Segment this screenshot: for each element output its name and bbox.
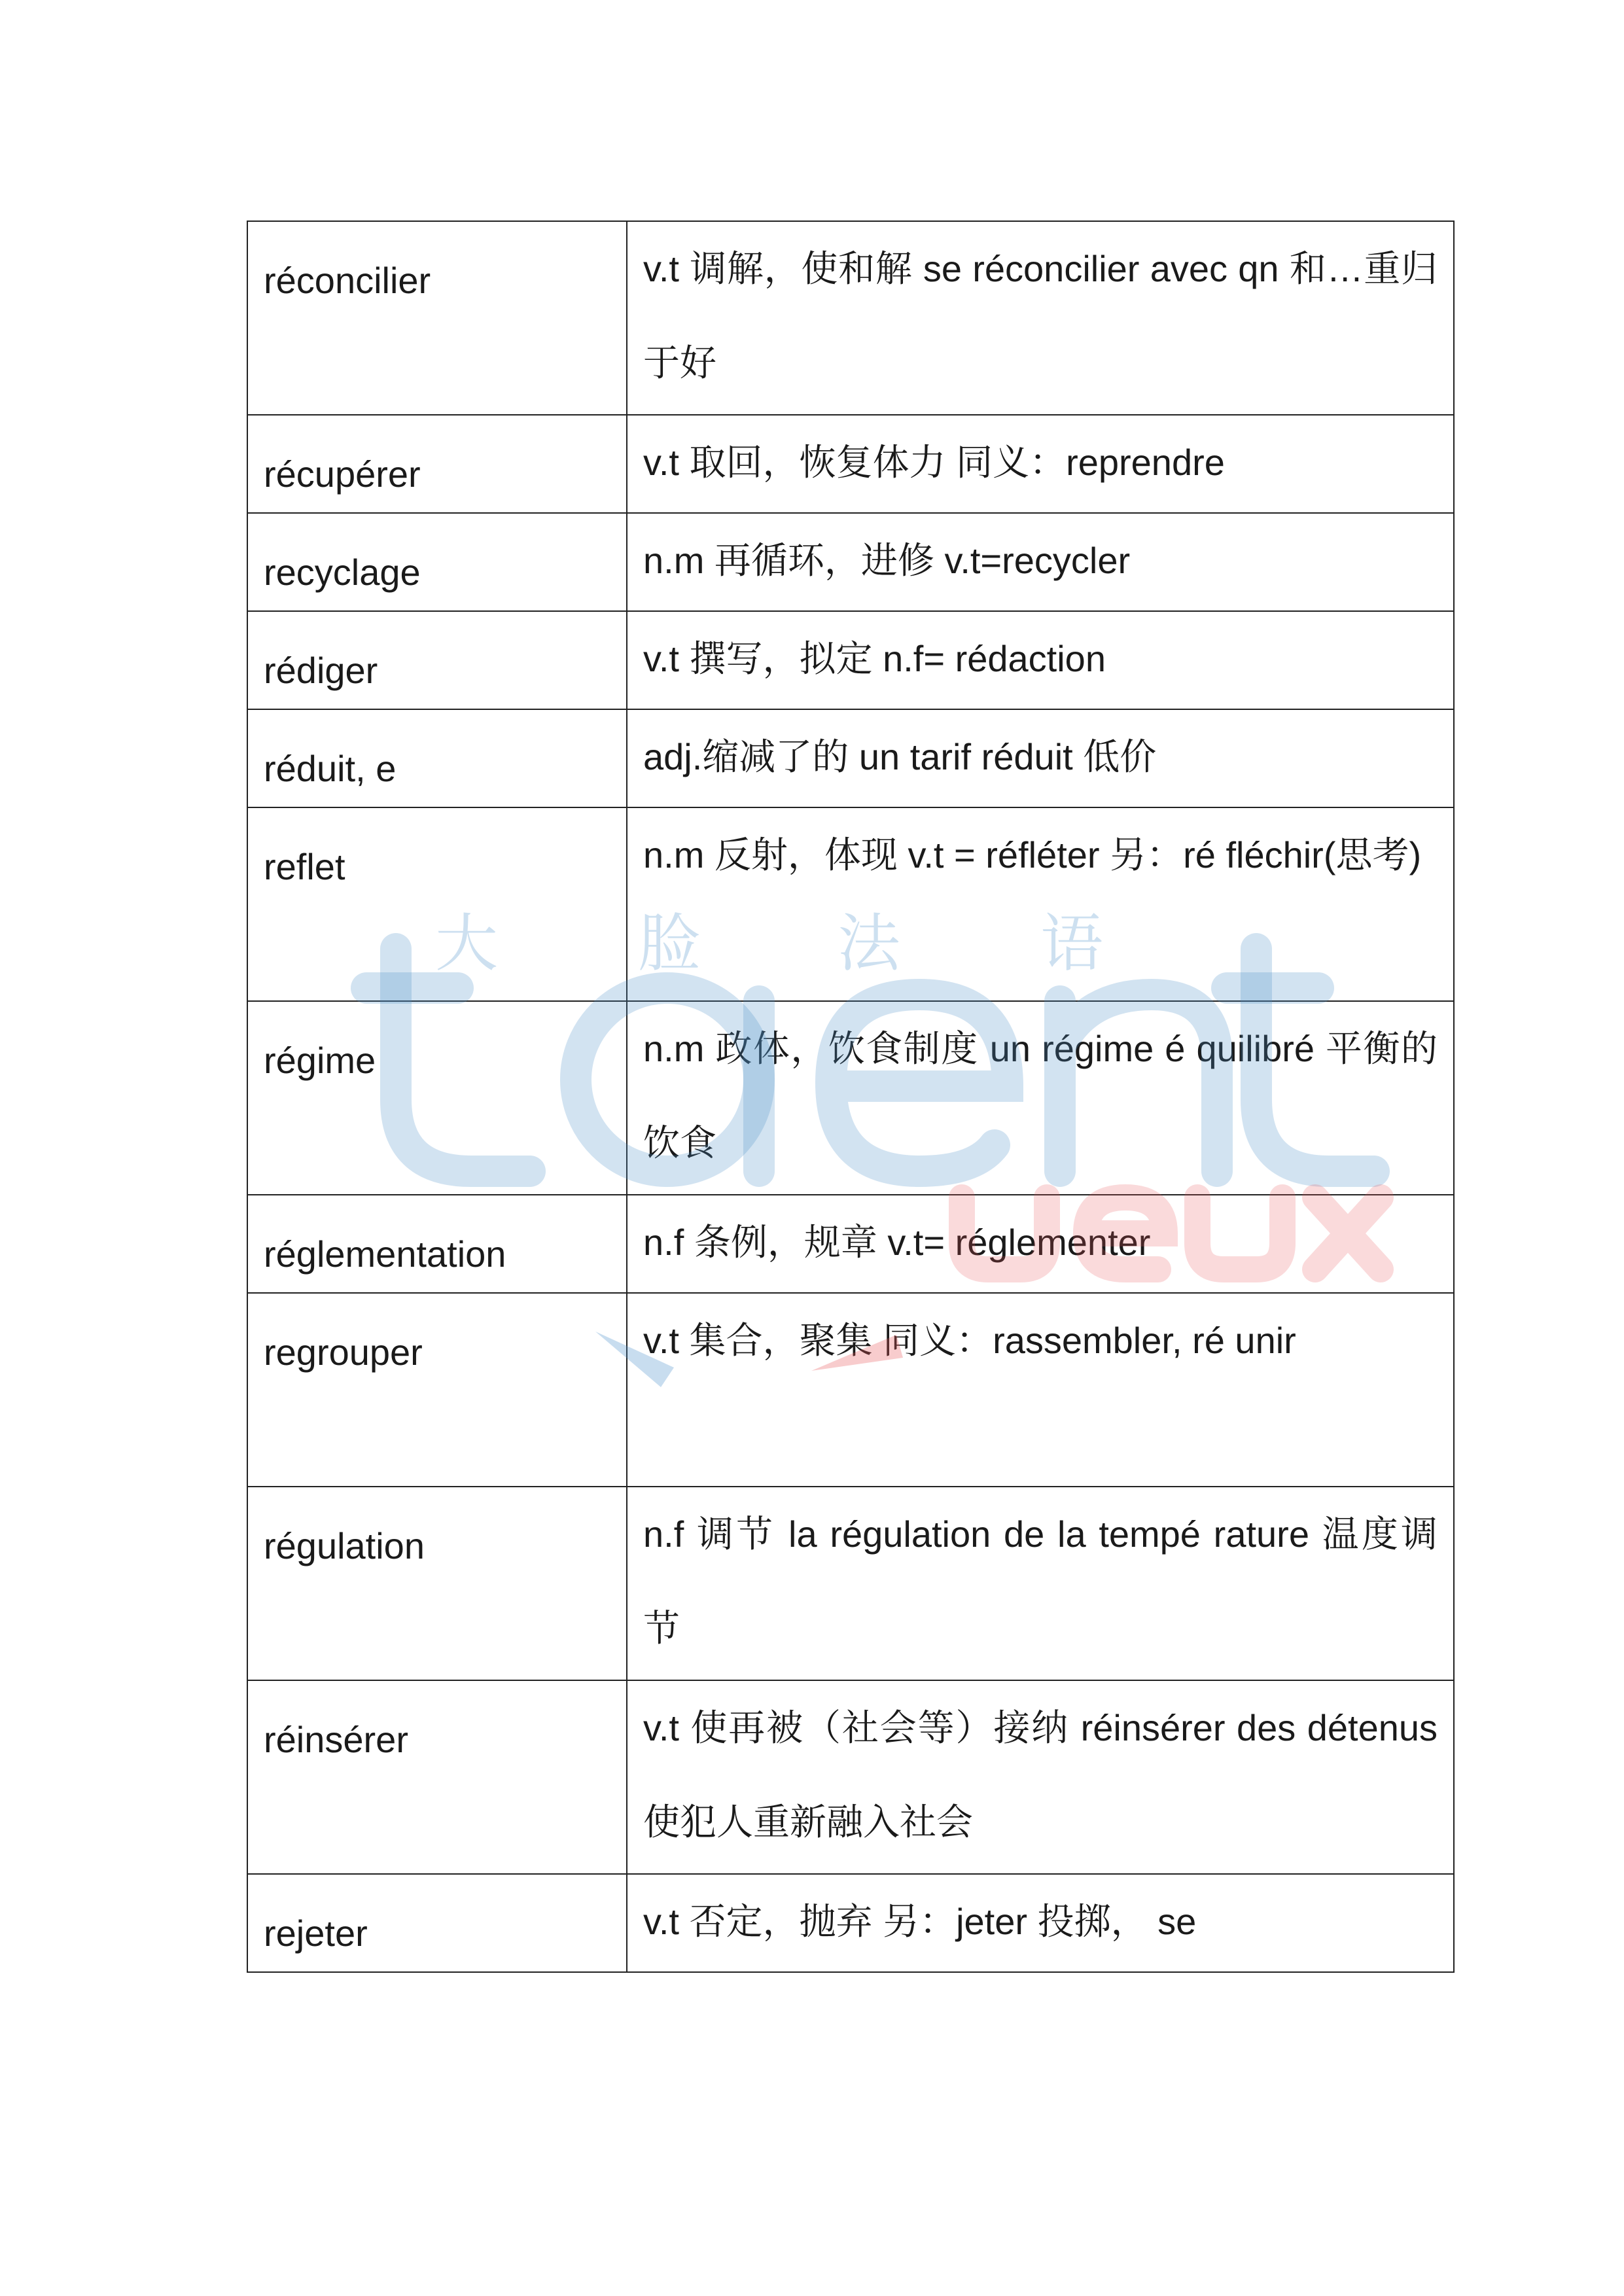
definition-cell: v.t 集合，聚集 同义：rassembler, ré unir xyxy=(627,1293,1454,1487)
table-row xyxy=(247,1874,1454,1972)
definition-cell: v.t 使再被（社会等）接纳 réinsérer des détenus 使犯人重新融入社会 xyxy=(627,1680,1454,1874)
word-cell: rédiger xyxy=(247,611,627,709)
vocabulary-table xyxy=(247,221,1455,1973)
definition-cell: n.m 政体，饮食制度 un régime é quilibré 平衡的饮食 xyxy=(627,1001,1454,1195)
table-row xyxy=(247,513,1454,611)
definition-cell: v.t 取回，恢复体力 同义：reprendre xyxy=(627,415,1454,513)
watermark-char: 法 xyxy=(838,907,900,980)
table-row xyxy=(247,807,1454,1001)
word-cell: réconcilier xyxy=(247,221,627,415)
definition-cell: adj.缩减了的 un tarif réduit 低价 xyxy=(627,709,1454,807)
word-cell: régulation xyxy=(247,1487,627,1680)
definition-cell: n.f 条例，规章 v.t= réglementer xyxy=(627,1195,1454,1293)
word-cell: récupérer xyxy=(247,415,627,513)
watermark-char: 脸 xyxy=(638,907,701,980)
table-row xyxy=(247,1001,1454,1195)
definition-cell: n.f 调节 la régulation de la tempé rature 温度调节 xyxy=(627,1487,1454,1680)
watermark-char: 语 xyxy=(1040,907,1103,980)
word-cell: réinsérer xyxy=(247,1680,627,1874)
word-cell: réduit, e xyxy=(247,709,627,807)
word-cell: réglementation xyxy=(247,1195,627,1293)
definition-cell: n.m 反射，体现 v.t = réfléter 另：ré fléchir(思考) xyxy=(627,807,1454,1001)
definition-cell: v.t 调解，使和解 se réconcilier avec qn 和…重归于好 xyxy=(627,221,1454,415)
word-cell: recyclage xyxy=(247,513,627,611)
table-row xyxy=(247,1293,1454,1487)
word-cell: regrouper xyxy=(247,1293,627,1487)
table-row xyxy=(247,1487,1454,1680)
table-row xyxy=(247,415,1454,513)
table-row xyxy=(247,1680,1454,1874)
table-row xyxy=(247,611,1454,709)
definition-cell: v.t 否定，抛弃 另：jeter 投掷， se xyxy=(627,1874,1454,1972)
table-row xyxy=(247,1195,1454,1293)
table-row xyxy=(247,709,1454,807)
word-cell: rejeter xyxy=(247,1874,627,1972)
word-cell: reflet xyxy=(247,807,627,1001)
definition-cell: v.t 撰写，拟定 n.f= rédaction xyxy=(627,611,1454,709)
watermark-char: 大 xyxy=(435,907,498,980)
word-cell: régime xyxy=(247,1001,627,1195)
table-row xyxy=(247,221,1454,415)
definition-cell: n.m 再循环，进修 v.t=recycler xyxy=(627,513,1454,611)
